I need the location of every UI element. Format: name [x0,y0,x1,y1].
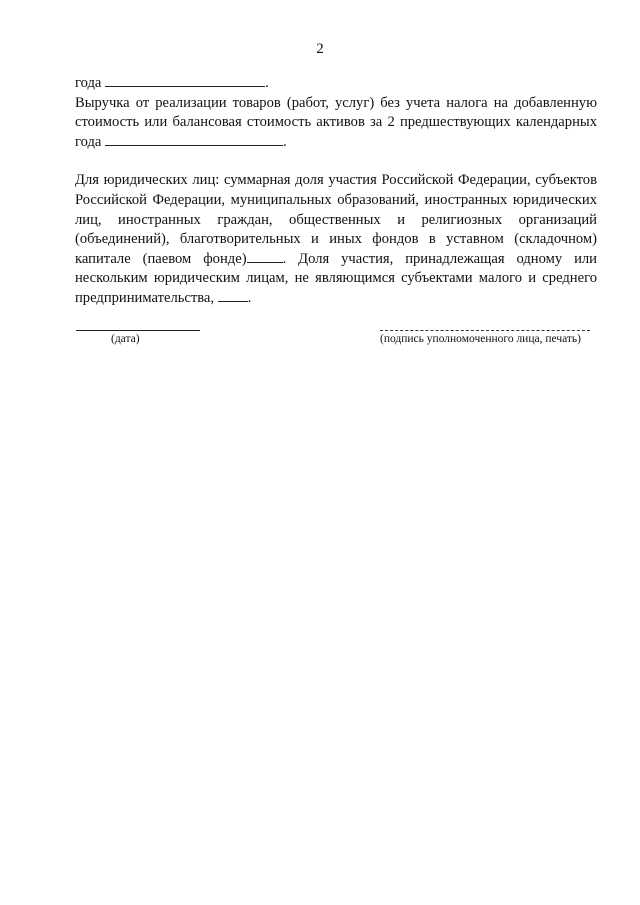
share-blank-field[interactable] [247,250,283,263]
document-body [75,74,597,309]
legal-text-part1: Для юридических лиц: суммарная доля участия Российской Федерации, субъектов Российской Федерации, муниципальных образований, иностранных юридических лиц, иностранных граждан, общественных и религиозных организаций (объединений), благотворительных и иных фондов в уставном (складочном) капитале (паевом фонде) [75,172,597,267]
legal-period: . [247,289,252,306]
year-label: года [75,75,102,91]
date-caption: (дата) [111,333,140,345]
date-signature-line[interactable] [76,330,200,331]
year-line-period: . [265,75,269,91]
sme-share-blank-field[interactable] [218,289,248,302]
legal-entities-paragraph [75,171,597,308]
revenue-blank-field[interactable] [105,133,283,146]
revenue-text: Выручка от реализации товаров (работ, услуг) без учета налога на добавленную стоимость или балансовая стоимость активов за 2 предшествующих календарных года [75,94,597,150]
authorized-signature-line[interactable] [380,330,590,331]
legal-text-part2: . Доля участия, принадлежащая одному или нескольким юридическим лицам, не являющимся субъектами малого и среднего предпринимательства, [75,250,597,306]
revenue-period: . [283,133,287,150]
year-blank-field[interactable] [105,74,265,87]
revenue-paragraph [75,74,597,152]
signature-caption: (подпись уполномоченного лица, печать) [380,333,582,345]
page-number: 2 [316,41,324,57]
